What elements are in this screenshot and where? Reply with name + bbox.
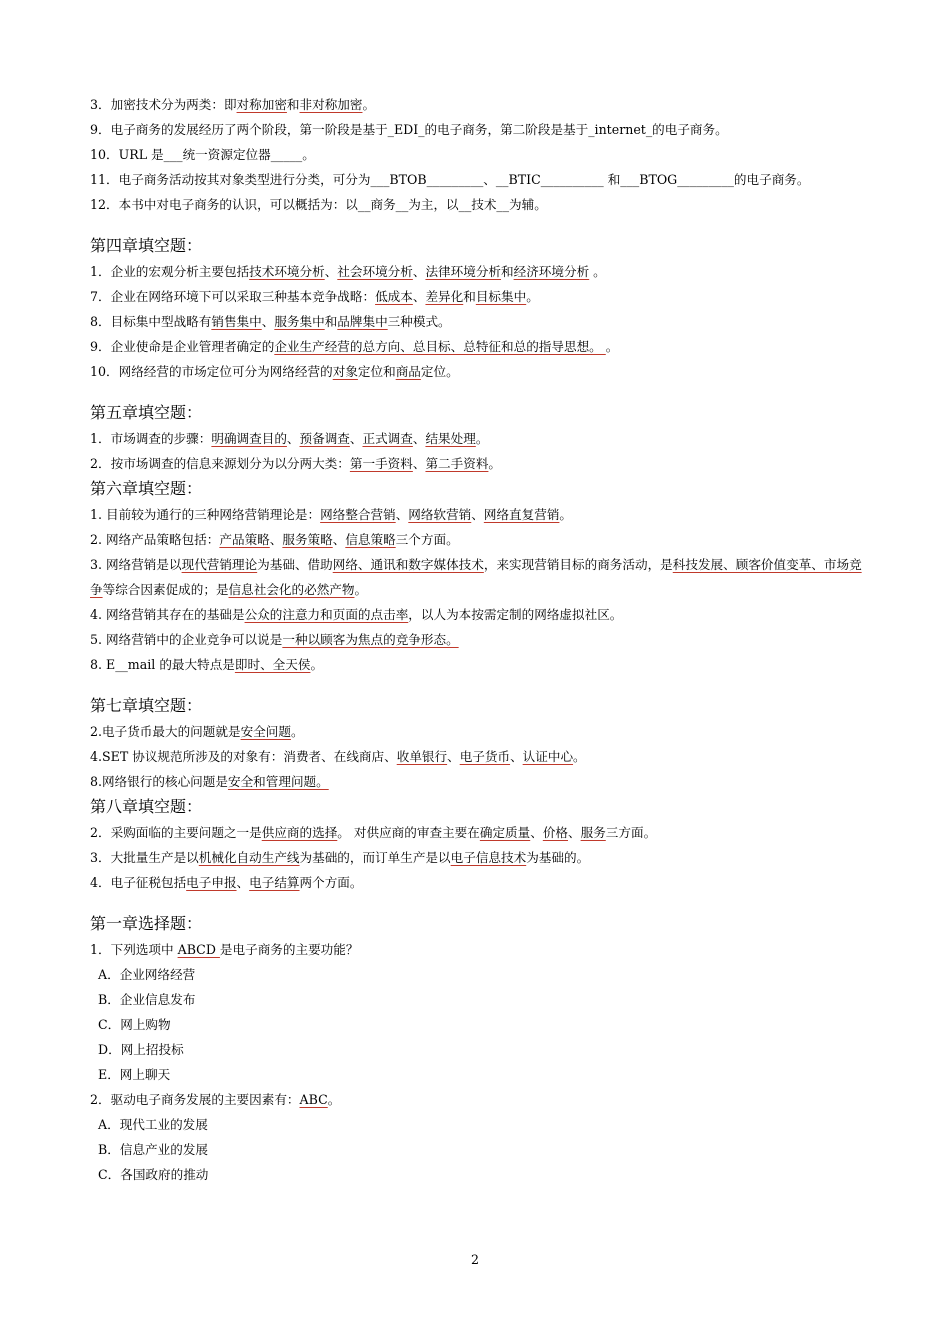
text-run: 。 xyxy=(362,97,376,112)
text-run: 为基础的，而订单生产是以 xyxy=(299,850,451,865)
text-run: 。 对供应商的审查主要在 xyxy=(337,825,480,840)
text-run: 2.电子货币最大的问题就是 xyxy=(90,724,241,739)
answer-underlined: 电子申报 xyxy=(186,875,237,890)
answer-underlined: 确定质量 xyxy=(479,825,531,840)
text-run: B．企业信息发布 xyxy=(98,992,196,1007)
answer-underlined: 销售集中 xyxy=(211,314,262,329)
text-line xyxy=(90,259,865,284)
answer-underlined: 品牌集中 xyxy=(337,314,388,329)
text-run: 。 xyxy=(605,339,619,354)
text-run: 第八章填空题： xyxy=(90,797,203,816)
text-line xyxy=(90,769,865,794)
text-line xyxy=(90,627,865,652)
text-run: 为基础、借助 xyxy=(257,557,333,572)
answer-underlined: 网络整合营销 xyxy=(320,507,396,522)
option-line xyxy=(90,1062,865,1087)
text-run: 12．本书中对电子商务的认识，可以概括为：以__商务__为主，以__技术__为辅。 xyxy=(90,197,547,212)
text-run: 。 xyxy=(526,289,539,304)
text-line xyxy=(90,426,865,451)
answer-underlined: 收单银行 xyxy=(396,749,448,764)
answer-underlined: 公众的注意力和页面的点击率 xyxy=(244,607,409,622)
answer-underlined: 信息策略 xyxy=(345,532,396,547)
text-run: ，来实现营销目标的商务活动，是 xyxy=(483,557,673,572)
text-line xyxy=(90,359,865,384)
answer-underlined: 价格 xyxy=(542,825,568,840)
answer-underlined: 机械化自动生产线 xyxy=(198,850,300,865)
text-run: 。 xyxy=(290,724,304,739)
answer-underlined: 一种以顾客为焦点的竞争形态。 xyxy=(282,632,459,647)
text-line xyxy=(90,284,865,309)
text-run: 、 xyxy=(332,532,346,547)
text-run: 8．目标集中型战略有 xyxy=(90,314,212,329)
text-run: 1．下列选项中 xyxy=(90,942,178,957)
answer-underlined: 预备调查 xyxy=(299,431,350,446)
answer-underlined: 第一手资料 xyxy=(349,456,413,471)
text-run: 、 xyxy=(412,456,426,471)
text-run: D．网上招投标 xyxy=(98,1042,184,1057)
text-run: 4. 网络营销其存在的基础是 xyxy=(90,607,245,622)
text-run: 、 xyxy=(236,875,250,890)
text-line xyxy=(90,502,865,527)
text-run: 1．市场调查的步骤： xyxy=(90,431,212,446)
answer-underlined: 结果处理 xyxy=(425,431,476,446)
section-heading xyxy=(90,794,865,820)
answer-underlined: ABC xyxy=(299,1092,328,1107)
answer-underlined: 社会环境分析 xyxy=(337,264,413,279)
text-run: 3．大批量生产是以 xyxy=(90,850,199,865)
text-run: 9．电子商务的发展经历了两个阶段，第一阶段是基于_EDI_的电子商务，第二阶段是基于_internet_的电子商务。 xyxy=(90,122,728,137)
text-run: 、 xyxy=(261,314,275,329)
text-run: 和 xyxy=(286,97,300,112)
text-run: 、 xyxy=(349,431,363,446)
text-run: 、 xyxy=(568,825,581,840)
answer-underlined: 网络软营销 xyxy=(408,507,472,522)
text-line xyxy=(90,142,865,167)
text-run: ，以人为本按需定制的网络虚拟社区。 xyxy=(408,607,623,622)
answer-underlined: 对象 xyxy=(332,364,358,379)
text-run: 5. 网络营销中的企业竞争可以说是 xyxy=(90,632,283,647)
text-run: E．网上聊天 xyxy=(98,1067,171,1082)
section-heading xyxy=(90,400,865,426)
text-run: 、 xyxy=(510,749,523,764)
text-run: 8.网络银行的核心问题是 xyxy=(90,774,228,789)
section-gap xyxy=(90,677,865,693)
text-run: 10．URL 是___统一资源定位器_____。 xyxy=(90,147,315,162)
text-run: 和 xyxy=(463,289,476,304)
answer-underlined: 服务策略 xyxy=(282,532,333,547)
section-heading xyxy=(90,693,865,719)
answer-underlined: 产品策略 xyxy=(219,532,270,547)
text-line xyxy=(90,192,865,217)
text-line xyxy=(90,334,865,359)
answer-underlined: 电子信息技术 xyxy=(450,850,527,865)
text-line xyxy=(90,652,865,677)
text-run: B．信息产业的发展 xyxy=(98,1142,209,1157)
text-run: 2．驱动电子商务发展的主要因素有： xyxy=(90,1092,300,1107)
answer-underlined: 技术环境分析 xyxy=(249,264,325,279)
section-heading xyxy=(90,911,865,937)
section-gap xyxy=(90,217,865,233)
text-run: 3．加密技术分为两类：即 xyxy=(90,97,237,112)
text-run: A．企业网络经营 xyxy=(98,967,196,982)
text-run: 、 xyxy=(324,264,338,279)
text-run: 、 xyxy=(447,749,460,764)
text-run: 定位。 xyxy=(420,364,459,379)
text-run: 三方面。 xyxy=(605,825,657,840)
answer-underlined: 信息社会化的必然产物 xyxy=(228,582,355,597)
text-run: 。 xyxy=(327,1092,341,1107)
answer-underlined: 企业生产经营的总方向、总目标、总特征和总的指导思想。 xyxy=(274,339,606,354)
text-run: 、 xyxy=(269,532,283,547)
text-run: 。 xyxy=(475,431,489,446)
text-run: A．现代工业的发展 xyxy=(98,1117,208,1132)
answer-underlined: 现代营销理论 xyxy=(181,557,258,572)
text-run: 1．企业的宏观分析主要包括 xyxy=(90,264,250,279)
section-heading xyxy=(90,233,865,259)
text-line xyxy=(90,870,865,895)
text-run: 4.SET 协议规范所涉及的对象有：消费者、在线商店、 xyxy=(90,749,397,764)
text-line xyxy=(90,845,865,870)
option-line xyxy=(90,1037,865,1062)
answer-underlined: 经济环境分析 xyxy=(513,264,590,279)
text-line xyxy=(90,602,865,627)
text-line xyxy=(90,744,865,769)
text-run: 是电子商务的主要功能？ xyxy=(219,942,359,957)
answer-underlined: 科技发展、顾客价值变革、市场竞争 xyxy=(90,557,862,597)
answer-underlined: 即时、全天侯 xyxy=(234,657,311,672)
answer-underlined: 对称加密 xyxy=(236,97,287,112)
text-run: 2. 网络产品策略包括： xyxy=(90,532,220,547)
text-run: 和 xyxy=(501,264,514,279)
text-line xyxy=(90,719,865,744)
text-run: 、 xyxy=(412,264,426,279)
text-run: 第一章选择题： xyxy=(90,914,203,933)
page-number: 2 xyxy=(470,1252,479,1267)
text-line xyxy=(90,451,865,476)
option-line xyxy=(90,962,865,987)
text-run: 2．采购面临的主要问题之一是 xyxy=(90,825,262,840)
text-run: 和 xyxy=(324,314,338,329)
answer-underlined: 认证中心 xyxy=(522,749,574,764)
answer-underlined: 商品 xyxy=(395,364,421,379)
answer-underlined: 电子结算 xyxy=(249,875,300,890)
answer-underlined: 第二手资料 xyxy=(425,456,489,471)
answer-underlined: 法律环境分析 xyxy=(425,264,502,279)
text-run: 、 xyxy=(412,289,426,304)
text-run: 、 xyxy=(530,825,543,840)
text-line xyxy=(90,309,865,334)
text-run: 。 xyxy=(559,507,572,522)
document-body xyxy=(90,92,865,1187)
answer-underlined: 安全和管理问题。 xyxy=(227,774,329,789)
text-run: 8. E__mail 的最大特点是 xyxy=(90,657,235,672)
option-line xyxy=(90,987,865,1012)
text-line xyxy=(90,937,865,962)
answer-underlined: 目标集中 xyxy=(475,289,527,304)
text-run: 、 xyxy=(286,431,300,446)
text-run: 1. 目前较为通行的三种网络营销理论是： xyxy=(90,507,321,522)
text-line xyxy=(90,117,865,142)
text-run: 等综合因素促成的；是 xyxy=(102,582,229,597)
section-gap xyxy=(90,895,865,911)
text-run: 三个方面。 xyxy=(395,532,459,547)
text-run: 三种模式。 xyxy=(387,314,451,329)
text-run: 11．电子商务活动按其对象类型进行分类，可分为___BTOB_________、__BTIC__________ 和___BTOG_________的电子商务。 xyxy=(90,172,810,187)
answer-underlined: 电子货币 xyxy=(459,749,511,764)
text-run: 第五章填空题： xyxy=(90,403,203,422)
answer-underlined: 正式调查 xyxy=(362,431,413,446)
text-run: 为基础的。 xyxy=(526,850,590,865)
text-run: 第七章填空题： xyxy=(90,696,203,715)
text-run: 2．按市场调查的信息来源划分为以分两大类： xyxy=(90,456,350,471)
answer-underlined: 安全问题 xyxy=(240,724,291,739)
option-line xyxy=(90,1112,865,1137)
text-run: 定位和 xyxy=(357,364,396,379)
text-run: 第六章填空题： xyxy=(90,479,203,498)
option-line xyxy=(90,1012,865,1037)
answer-underlined: 低成本 xyxy=(375,289,413,304)
text-run: 9．企业使命是企业管理者确定的 xyxy=(90,339,275,354)
section-heading xyxy=(90,476,865,502)
text-line xyxy=(90,92,865,117)
text-line xyxy=(90,820,865,845)
text-run: 。 xyxy=(488,456,502,471)
answer-underlined: 明确调查目的 xyxy=(211,431,287,446)
text-run: 两个方面。 xyxy=(299,875,363,890)
answer-underlined: 服务 xyxy=(580,825,606,840)
answer-underlined: 网络直复营销 xyxy=(483,507,560,522)
text-run: 3. 网络营销是以 xyxy=(90,557,182,572)
text-run: 、 xyxy=(471,507,484,522)
text-run: 第四章填空题： xyxy=(90,236,203,255)
section-gap xyxy=(90,384,865,400)
text-run: 4．电子征税包括 xyxy=(90,875,187,890)
answer-underlined: 供应商的选择 xyxy=(261,825,338,840)
answer-underlined: 非对称加密 xyxy=(299,97,363,112)
text-run: 、 xyxy=(395,507,409,522)
text-run: C．网上购物 xyxy=(98,1017,171,1032)
answer-underlined: 网络、通讯和数字媒体技术 xyxy=(332,557,484,572)
text-run: 。 xyxy=(354,582,368,597)
text-run: 、 xyxy=(412,431,426,446)
text-run: 。 xyxy=(589,264,606,279)
text-run: 。 xyxy=(310,657,324,672)
answer-underlined: 差异化 xyxy=(425,289,464,304)
answer-underlined: 服务集中 xyxy=(274,314,325,329)
text-run: 7．企业在网络环境下可以采取三种基本竞争战略： xyxy=(90,289,376,304)
answer-underlined: ABCD xyxy=(177,942,220,957)
text-line xyxy=(90,527,865,552)
text-line xyxy=(90,167,865,192)
text-line xyxy=(90,1087,865,1112)
option-line xyxy=(90,1137,865,1162)
option-line xyxy=(90,1162,865,1187)
text-run: C．各国政府的推动 xyxy=(98,1167,209,1182)
text-line xyxy=(90,552,865,602)
text-run: 10．网络经营的市场定位可分为网络经营的 xyxy=(90,364,333,379)
text-run: 。 xyxy=(573,749,586,764)
